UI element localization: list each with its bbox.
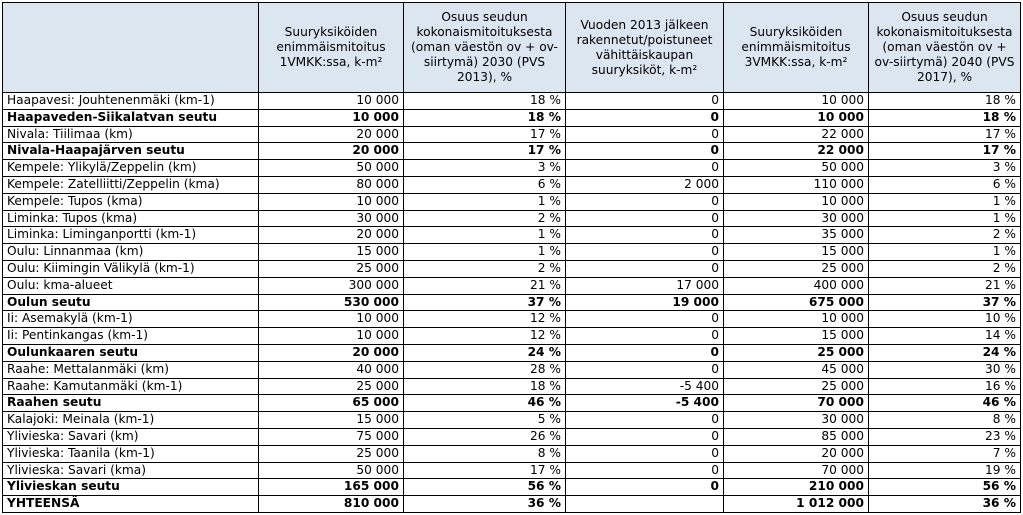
cell-share-2030: 37 % (404, 294, 566, 311)
cell-share-2040: 21 % (869, 277, 1021, 294)
table-row (3, 193, 1021, 210)
cell-area-name: Ylivieska: Savari (kma) (3, 462, 259, 479)
cell-share-2040: 7 % (869, 445, 1021, 462)
table-row (3, 126, 1021, 143)
cell-share-2030: 17 % (404, 126, 566, 143)
table-subtotal-row (3, 143, 1021, 160)
cell-area-name: YHTEENSÄ (3, 496, 259, 513)
cell-share-2040: 30 % (869, 361, 1021, 378)
table-body (3, 93, 1021, 513)
cell-share-2030: 1 % (404, 244, 566, 261)
cell-max-1vmkk: 530 000 (259, 294, 404, 311)
table-row (3, 277, 1021, 294)
cell-max-1vmkk: 40 000 (259, 361, 404, 378)
cell-share-2040: 23 % (869, 428, 1021, 445)
cell-area-name: Kempele: Tupos (kma) (3, 193, 259, 210)
cell-max-1vmkk: 10 000 (259, 311, 404, 328)
cell-max-1vmkk: 15 000 (259, 412, 404, 429)
cell-max-3vmkk: 70 000 (724, 462, 869, 479)
cell-area-name: Raahe: Kamutanmäki (km-1) (3, 378, 259, 395)
cell-max-3vmkk: 1 012 000 (724, 496, 869, 513)
cell-change-since-2013 (566, 496, 724, 513)
cell-max-3vmkk: 25 000 (724, 260, 869, 277)
retail-units-table (2, 2, 1021, 513)
header-cell-built-since-2013: Vuoden 2013 jälkeen rakennetut/poistuneet vähittäiskaupan suuryksiköt, k-m² (566, 3, 724, 93)
cell-max-1vmkk: 15 000 (259, 244, 404, 261)
cell-max-3vmkk: 25 000 (724, 378, 869, 395)
cell-share-2030: 28 % (404, 361, 566, 378)
cell-max-3vmkk: 210 000 (724, 479, 869, 496)
table-row (3, 361, 1021, 378)
table-subtotal-row (3, 109, 1021, 126)
cell-max-1vmkk: 20 000 (259, 344, 404, 361)
cell-change-since-2013: 0 (566, 361, 724, 378)
cell-change-since-2013: 0 (566, 126, 724, 143)
header-row (3, 3, 1021, 93)
table-subtotal-row (3, 496, 1021, 513)
cell-max-3vmkk: 15 000 (724, 244, 869, 261)
cell-share-2030: 2 % (404, 210, 566, 227)
table-row (3, 378, 1021, 395)
cell-change-since-2013: 0 (566, 93, 724, 110)
cell-share-2040: 2 % (869, 260, 1021, 277)
cell-share-2030: 46 % (404, 395, 566, 412)
cell-change-since-2013: 0 (566, 328, 724, 345)
cell-max-3vmkk: 30 000 (724, 412, 869, 429)
cell-share-2040: 1 % (869, 244, 1021, 261)
cell-max-3vmkk: 10 000 (724, 109, 869, 126)
cell-change-since-2013: 0 (566, 311, 724, 328)
cell-area-name: Nivala: Tiilimaa (km) (3, 126, 259, 143)
cell-max-3vmkk: 85 000 (724, 428, 869, 445)
cell-max-3vmkk: 35 000 (724, 227, 869, 244)
cell-share-2040: 37 % (869, 294, 1021, 311)
cell-share-2030: 18 % (404, 378, 566, 395)
cell-share-2030: 8 % (404, 445, 566, 462)
cell-change-since-2013: 0 (566, 428, 724, 445)
cell-change-since-2013: 0 (566, 109, 724, 126)
cell-max-3vmkk: 30 000 (724, 210, 869, 227)
cell-change-since-2013: 0 (566, 227, 724, 244)
cell-share-2030: 56 % (404, 479, 566, 496)
cell-max-3vmkk: 10 000 (724, 311, 869, 328)
table-row (3, 176, 1021, 193)
cell-share-2040: 1 % (869, 210, 1021, 227)
cell-change-since-2013: 0 (566, 244, 724, 261)
cell-max-1vmkk: 75 000 (259, 428, 404, 445)
cell-share-2030: 5 % (404, 412, 566, 429)
cell-share-2040: 18 % (869, 109, 1021, 126)
cell-share-2040: 46 % (869, 395, 1021, 412)
cell-share-2040: 17 % (869, 143, 1021, 160)
table-row (3, 244, 1021, 261)
header-cell-area (3, 3, 259, 93)
cell-change-since-2013: 0 (566, 445, 724, 462)
cell-area-name: Raahen seutu (3, 395, 259, 412)
cell-change-since-2013: 17 000 (566, 277, 724, 294)
header-cell-share-2030: Osuus seudun kokonaismitoituksesta (oman väestön ov + ov-siirtymä) 2030 (PVS 2013), % (404, 3, 566, 93)
cell-area-name: Ylivieska: Savari (km) (3, 428, 259, 445)
cell-change-since-2013: -5 400 (566, 378, 724, 395)
cell-max-1vmkk: 50 000 (259, 462, 404, 479)
cell-share-2040: 24 % (869, 344, 1021, 361)
cell-share-2040: 6 % (869, 176, 1021, 193)
table-row (3, 462, 1021, 479)
cell-max-1vmkk: 25 000 (259, 260, 404, 277)
table-row (3, 328, 1021, 345)
cell-share-2030: 17 % (404, 143, 566, 160)
cell-share-2040: 8 % (869, 412, 1021, 429)
table-header (3, 3, 1021, 93)
cell-max-1vmkk: 20 000 (259, 126, 404, 143)
table-subtotal-row (3, 294, 1021, 311)
cell-max-1vmkk: 10 000 (259, 193, 404, 210)
cell-area-name: Oulu: Kiimingin Välikylä (km-1) (3, 260, 259, 277)
cell-share-2040: 3 % (869, 160, 1021, 177)
header-cell-3vmkk-max: Suuryksiköiden enimmäismitoitus 3VMKK:ssa, k-m² (724, 3, 869, 93)
cell-share-2030: 2 % (404, 260, 566, 277)
cell-change-since-2013: 0 (566, 344, 724, 361)
cell-area-name: Liminka: Tupos (kma) (3, 210, 259, 227)
cell-max-3vmkk: 45 000 (724, 361, 869, 378)
cell-change-since-2013: 0 (566, 462, 724, 479)
cell-max-3vmkk: 20 000 (724, 445, 869, 462)
table-row (3, 412, 1021, 429)
cell-change-since-2013: 0 (566, 479, 724, 496)
cell-share-2030: 6 % (404, 176, 566, 193)
cell-area-name: Ii: Asemakylä (km-1) (3, 311, 259, 328)
table-row (3, 311, 1021, 328)
cell-share-2040: 10 % (869, 311, 1021, 328)
cell-max-1vmkk: 50 000 (259, 160, 404, 177)
cell-area-name: Ylivieska: Taanila (km-1) (3, 445, 259, 462)
cell-change-since-2013: 0 (566, 193, 724, 210)
cell-max-3vmkk: 15 000 (724, 328, 869, 345)
table-row (3, 93, 1021, 110)
table-subtotal-row (3, 395, 1021, 412)
cell-share-2030: 26 % (404, 428, 566, 445)
cell-area-name: Kempele: Zatelliitti/Zeppelin (kma) (3, 176, 259, 193)
cell-max-3vmkk: 110 000 (724, 176, 869, 193)
cell-share-2030: 1 % (404, 227, 566, 244)
cell-share-2040: 16 % (869, 378, 1021, 395)
cell-max-1vmkk: 10 000 (259, 328, 404, 345)
cell-share-2040: 36 % (869, 496, 1021, 513)
cell-max-3vmkk: 10 000 (724, 93, 869, 110)
table-subtotal-row (3, 344, 1021, 361)
cell-max-3vmkk: 70 000 (724, 395, 869, 412)
cell-max-1vmkk: 10 000 (259, 109, 404, 126)
cell-max-3vmkk: 22 000 (724, 143, 869, 160)
cell-max-1vmkk: 165 000 (259, 479, 404, 496)
cell-area-name: Ylivieskan seutu (3, 479, 259, 496)
cell-max-3vmkk: 50 000 (724, 160, 869, 177)
cell-change-since-2013: 2 000 (566, 176, 724, 193)
cell-share-2040: 18 % (869, 93, 1021, 110)
cell-area-name: Raahe: Mettalanmäki (km) (3, 361, 259, 378)
cell-max-3vmkk: 22 000 (724, 126, 869, 143)
cell-area-name: Kalajoki: Meinala (km-1) (3, 412, 259, 429)
table-row (3, 445, 1021, 462)
table-row (3, 227, 1021, 244)
table-row (3, 160, 1021, 177)
cell-max-3vmkk: 400 000 (724, 277, 869, 294)
cell-change-since-2013: 0 (566, 210, 724, 227)
cell-share-2040: 17 % (869, 126, 1021, 143)
cell-max-3vmkk: 675 000 (724, 294, 869, 311)
cell-share-2040: 19 % (869, 462, 1021, 479)
cell-change-since-2013: 0 (566, 143, 724, 160)
cell-max-1vmkk: 25 000 (259, 445, 404, 462)
cell-share-2030: 1 % (404, 193, 566, 210)
cell-max-1vmkk: 30 000 (259, 210, 404, 227)
header-cell-1vmkk-max: Suuryksiköiden enimmäismitoitus 1VMKK:ssa, k-m² (259, 3, 404, 93)
cell-share-2030: 24 % (404, 344, 566, 361)
cell-area-name: Nivala-Haapajärven seutu (3, 143, 259, 160)
cell-change-since-2013: 19 000 (566, 294, 724, 311)
cell-max-1vmkk: 10 000 (259, 93, 404, 110)
cell-area-name: Haapavesi: Jouhtenenmäki (km-1) (3, 93, 259, 110)
cell-max-1vmkk: 300 000 (259, 277, 404, 294)
cell-share-2040: 56 % (869, 479, 1021, 496)
table-row (3, 210, 1021, 227)
cell-change-since-2013: 0 (566, 412, 724, 429)
cell-share-2030: 12 % (404, 311, 566, 328)
cell-share-2040: 1 % (869, 193, 1021, 210)
table-row (3, 260, 1021, 277)
cell-change-since-2013: 0 (566, 260, 724, 277)
cell-share-2030: 12 % (404, 328, 566, 345)
cell-area-name: Oulun seutu (3, 294, 259, 311)
cell-max-1vmkk: 810 000 (259, 496, 404, 513)
cell-max-1vmkk: 25 000 (259, 378, 404, 395)
cell-change-since-2013: 0 (566, 160, 724, 177)
cell-change-since-2013: -5 400 (566, 395, 724, 412)
cell-area-name: Ii: Pentinkangas (km-1) (3, 328, 259, 345)
cell-share-2030: 3 % (404, 160, 566, 177)
cell-share-2030: 21 % (404, 277, 566, 294)
cell-share-2040: 14 % (869, 328, 1021, 345)
table-row (3, 428, 1021, 445)
cell-share-2030: 18 % (404, 109, 566, 126)
cell-max-3vmkk: 25 000 (724, 344, 869, 361)
cell-max-1vmkk: 65 000 (259, 395, 404, 412)
cell-share-2030: 17 % (404, 462, 566, 479)
cell-area-name: Oulu: Linnanmaa (km) (3, 244, 259, 261)
header-cell-share-2040: Osuus seudun kokonaismitoituksesta (oman väestön ov + ov-siirtymä) 2040 (PVS 2017), % (869, 3, 1021, 93)
cell-max-1vmkk: 20 000 (259, 227, 404, 244)
cell-area-name: Liminka: Liminganportti (km-1) (3, 227, 259, 244)
cell-share-2030: 36 % (404, 496, 566, 513)
cell-area-name: Kempele: Ylikylä/Zeppelin (km) (3, 160, 259, 177)
cell-max-1vmkk: 20 000 (259, 143, 404, 160)
cell-share-2030: 18 % (404, 93, 566, 110)
cell-area-name: Oulunkaaren seutu (3, 344, 259, 361)
table-subtotal-row (3, 479, 1021, 496)
cell-max-3vmkk: 10 000 (724, 193, 869, 210)
cell-area-name: Haapaveden-Siikalatvan seutu (3, 109, 259, 126)
cell-area-name: Oulu: kma-alueet (3, 277, 259, 294)
cell-share-2040: 2 % (869, 227, 1021, 244)
cell-max-1vmkk: 80 000 (259, 176, 404, 193)
